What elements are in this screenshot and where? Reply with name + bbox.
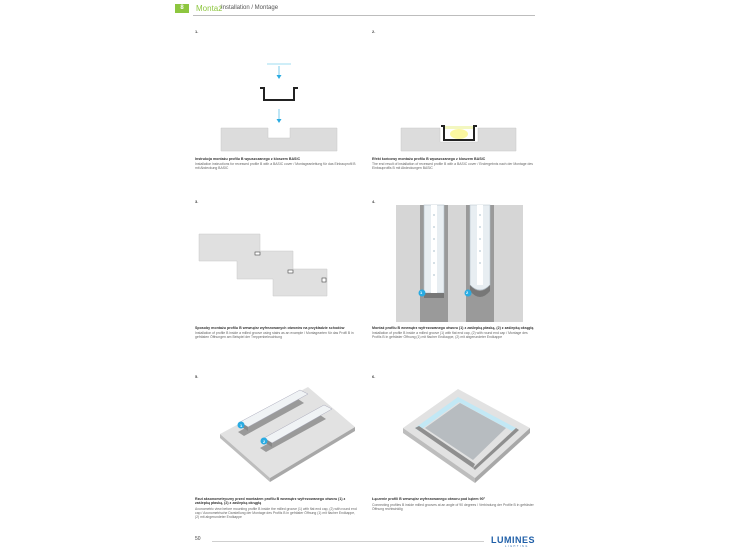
step-5-number: 5. — [195, 374, 199, 379]
step-3-title: Sposoby montażu profilu B wewnątrz wyfrezowanych otworów na przykładzie schodów — [195, 326, 345, 330]
marker-2-axo: 2 — [263, 439, 266, 444]
step-4-number: 4. — [372, 199, 376, 204]
step-1-illustration — [220, 60, 338, 152]
step-4-illustration — [396, 205, 523, 322]
page-subtitle: Installation / Montage — [221, 5, 279, 11]
section-badge-underline — [175, 12, 189, 13]
marker-2: 2 — [466, 290, 469, 295]
step-3-number: 3. — [195, 199, 199, 204]
page-number: 50 — [195, 536, 201, 542]
footer-divider — [212, 541, 484, 542]
step-5-text: Axonometric view before mounting profile B inside the milled groove (1) with flat end cap, (2) with round end cap / Axonometrische Darstellung der Montage des Profils B in gefräster Öffnung (1) mit flacher Endkappe, (2) mit abgerundeter Endkappe — [195, 507, 357, 520]
step-3-text: Installation of profile B inside a milled groove using stairs as an example / Montagearten für das Profil B in gefrästen Öffnungen am Beispiel der Treppenbeleuchtung — [195, 331, 354, 340]
step-2-title: Efekt końcowy montażu profilu B wpuszczanego z kloszem BASIC — [372, 157, 486, 161]
page-title: Montaż — [196, 4, 223, 13]
step-6-text: Connecting profiles B inside milled grooves at an angle of 90 degrees / Verbindung der Profile B in gefräster Öffnung rechtwinklig — [372, 503, 534, 512]
marker-1: 1 — [420, 290, 423, 295]
step-6-number: 6. — [372, 374, 376, 379]
step-6-illustration — [403, 386, 531, 484]
step-2-text: The end result of installation of recessed profile B with a BASIC cover / Endergebnis nach der Montage des Einbauprofils B mit Abdeckungen BASIC — [372, 162, 533, 171]
section-badge: 8 — [175, 4, 189, 12]
step-1-title: Instrukcja montażu profilu B wpuszczanego z kloszem BASIC — [195, 157, 301, 161]
lumines-logo: LUMINES — [491, 535, 535, 545]
step-6-title: Łączenie profili B wewnątrz wyfrezowanego otworu pod kątem 90° — [372, 497, 486, 501]
step-1-text: Installation instructions for recessed profile B with a BASIC cover / Montageanleitung für das Einbauprofil B mit Abdeckung BASIC — [195, 162, 356, 171]
step-4-title: Montaż profilu B wewnątrz wyfrezowanego otworu (1) z zaślepką płaską, (2) z zaślepką okrągłą — [372, 326, 534, 330]
header-divider — [193, 15, 535, 16]
step-2-illustration — [400, 120, 517, 152]
step-3-illustration — [197, 232, 329, 298]
lumines-logo-sub: LIGHTING — [505, 545, 529, 548]
step-5-illustration — [220, 382, 355, 482]
step-4-text: Installation of profile B inside a milled groove (1) with flat end cap, (2) with round end cap / Montage des Profils B in gefräster Öffnung (1) mit flacher Endkappe, (2) mit abgerundeter Endkappe — [372, 331, 528, 340]
marker-1-axo: 1 — [240, 423, 243, 428]
step-5-title: Rzut aksonometryczny przed montażem profilu B wewnątrz wyfrezowanego otworu (1) z zaślepką płaską, (2) z zaślepką okrągłą — [195, 497, 346, 506]
step-2-number: 2. — [372, 29, 376, 34]
step-1-number: 1. — [195, 29, 199, 34]
